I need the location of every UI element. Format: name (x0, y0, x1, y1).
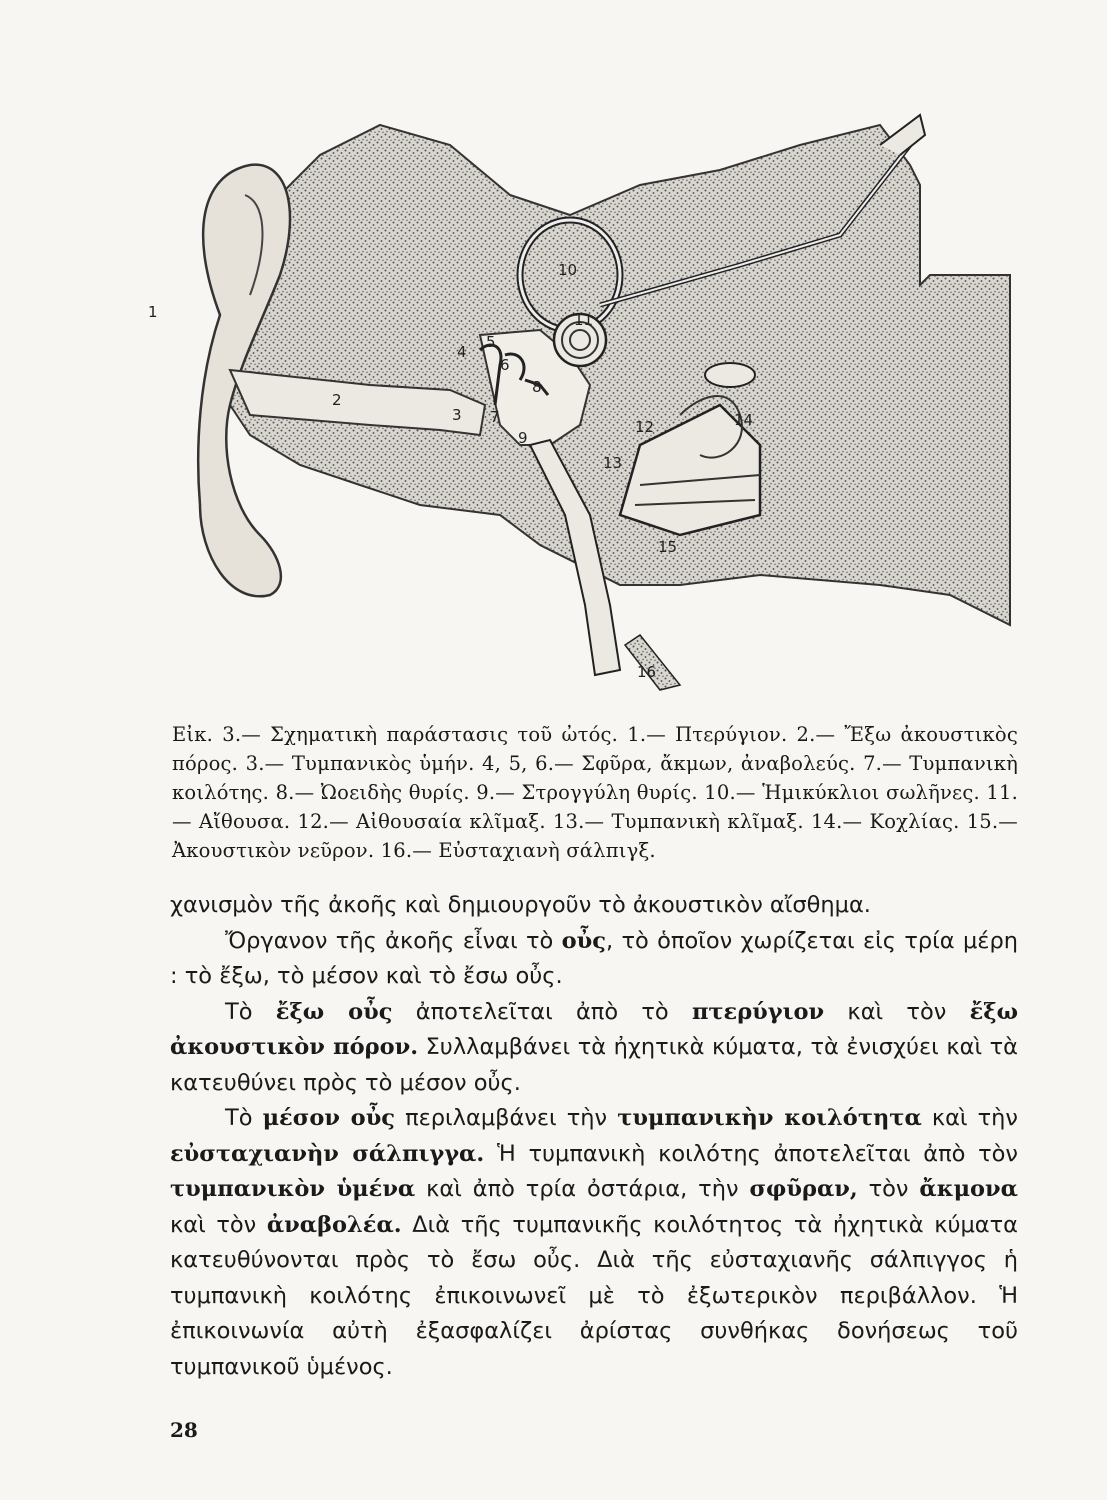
ear-diagram-figure (120, 85, 1015, 715)
text-run: τὸν (857, 1176, 920, 1202)
label-14: 14 (734, 411, 754, 429)
text-run: καὶ τὸν (170, 1211, 267, 1238)
text-run: περιλαμβάνει τὴν (395, 1105, 618, 1131)
text-run: , τὸ ὁποῖον χωρίζεται εἰς τρία μέρη : τὸ ἔξω, τὸ μέσον καὶ τὸ ἔσω οὖς. (170, 927, 1018, 989)
text-run: καὶ τὸν (824, 998, 970, 1025)
label-7: 7 (490, 408, 500, 426)
text-run: καὶ ἀπὸ τρία ὀστάρια, τὴν (415, 1176, 750, 1202)
paragraph-4 (170, 1101, 1018, 1385)
label-8: 8 (532, 378, 542, 396)
bold-term: οὖς (561, 927, 606, 954)
figure-caption: Εἰκ. 3.— Σχηματικὴ παράστασις τοῦ ὠτός. 1.— Πτερύγιον. 2.— Ἔξω ἀκουστικὸς πόρος. 3.— Τυμπανικὸς ὑμήν. 4, 5, 6.— Σφῦρα, ἄκμων, ἀναβολεύς. 7.— Τυμπανικὴ κοιλότης. 8.— Ὠοειδὴς θυρίς. 9.— Στρογγύλη θυρίς. 10.— Ἡμικύκλιοι σωλῆνες. 11.— Αἴθουσα. 12.— Αἰθουσαία κλῖμαξ. 13.— Τυμπανικὴ κλῖμαξ. 14.— Κοχλίας. 15.— Ἀκουστικὸν νεῦρον. 16.— Εὐσταχιανὴ σάλπιγξ. (172, 723, 1018, 862)
label-6: 6 (500, 356, 510, 374)
text-run: Τὸ (225, 1105, 263, 1131)
text-run: Συλλαμβάνει τὰ ἠχητικὰ κύματα, τὰ ἐνισχύει καὶ τὰ κατευθύνει πρὸς τὸ μέσον οὖς. (170, 1034, 1018, 1096)
label-9: 9 (518, 429, 528, 447)
label-16: 16 (637, 663, 657, 681)
label-1: 1 (148, 303, 158, 321)
paragraph-3 (170, 995, 1018, 1102)
bold-term: πτερύγιον (691, 998, 825, 1025)
bold-term: ἀναβολέα. (266, 1211, 402, 1238)
label-13: 13 (603, 454, 623, 472)
paragraph-1: χανισμὸν τῆς ἀκοῆς καὶ δημιουργοῦν τὸ ἀκουστικὸν αἴσθημα. (170, 892, 871, 918)
text-run: ἀποτελεῖται ἀπὸ τὸ (392, 998, 692, 1025)
paragraph-2 (170, 924, 1018, 995)
bold-term: ἔξω ἀκουστικὸν πόρον. (170, 998, 1018, 1060)
label-5: 5 (486, 333, 496, 351)
body-text (170, 888, 1018, 1385)
label-3: 3 (452, 406, 462, 424)
page-number: 28 (170, 1418, 198, 1442)
text-run: Τὸ (225, 998, 276, 1025)
bold-term: σφῦραν, (749, 1176, 858, 1202)
bold-term: εὐσταχιανὴν σάλπιγγα. (170, 1140, 485, 1167)
label-15: 15 (658, 538, 678, 556)
text-run: Ἡ τυμπανικὴ κοιλότης ἀποτελεῖται ἀπὸ τὸν (484, 1140, 1018, 1167)
text-run: καὶ τὴν (921, 1105, 1018, 1131)
label-10: 10 (558, 261, 578, 279)
bold-term: τυμπανικὸν ὑμένα (170, 1176, 416, 1202)
bold-term: ἄκμονα (919, 1176, 1018, 1202)
bold-term: μέσον οὖς (262, 1105, 395, 1131)
text-run: Ὄργανον τῆς ἀκοῆς εἶναι τὸ (225, 927, 562, 954)
bold-term: τυμπανικὴν κοιλότητα (617, 1105, 922, 1131)
text-run: Διὰ τῆς τυμπανικῆς κοιλότητος τὰ ἠχητικὰ κύματα κατευθύνονται πρὸς τὸ ἔσω οὖς. Διὰ τῆς εὐσταχιανῆς σάλπιγγος ἡ τυμπανικὴ κοιλότης ἐπικοινωνεῖ μὲ τὸ ἐξωτερικὸν περιβάλλον. Ἡ ἐπικοινωνία αὐτὴ ἐξασφαλίζει ἀρίστας συνθήκας δονήσεως τοῦ τυμπανικοῦ ὑμένος. (170, 1211, 1019, 1380)
bold-term: ἔξω οὖς (275, 998, 393, 1025)
label-12: 12 (635, 418, 655, 436)
label-2: 2 (332, 391, 342, 409)
label-11: 11 (574, 311, 594, 329)
temporal-bone (215, 125, 1010, 625)
label-4: 4 (457, 343, 467, 361)
